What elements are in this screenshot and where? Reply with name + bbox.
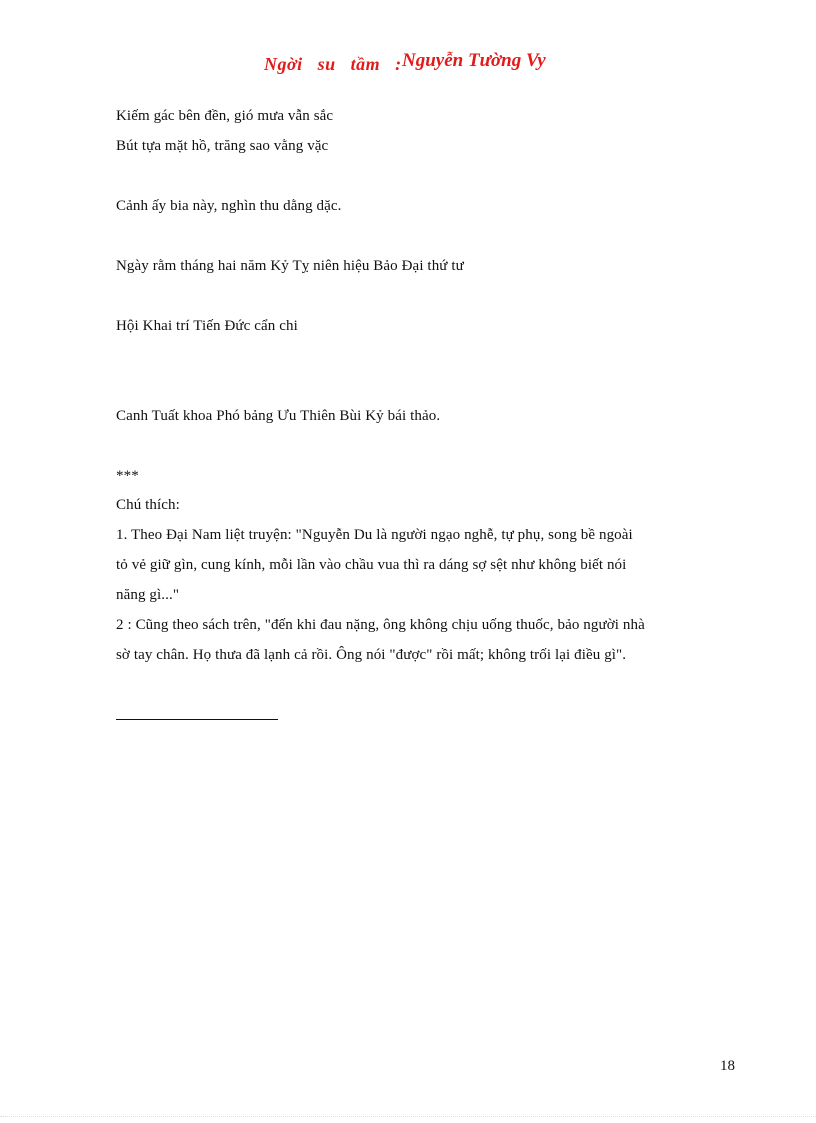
page-header	[264, 50, 584, 80]
poem-line-2: Bút tựa mặt hồ, trăng sao vằng vặc	[116, 138, 329, 154]
note-2-line-1: 2 : Cũng theo sách trên, "đến khi đau nặng, ông không chịu uống thuốc, bảo người nhà	[116, 617, 645, 633]
date-line: Ngày rằm tháng hai năm Kỷ Tỵ niên hiệu Bảo Đại thứ tư	[116, 258, 464, 274]
header-collector-label: Ngời su tầm :	[264, 54, 402, 74]
author-line: Canh Tuất khoa Phó bảng Ưu Thiên Bùi Kỷ bái thảo.	[116, 408, 441, 424]
note-1-line-3: năng gì..."	[116, 587, 180, 603]
poem-line-3: Cảnh ấy bia này, nghìn thu dằng dặc.	[116, 198, 342, 214]
separator-stars: ***	[116, 468, 139, 484]
header-collector-name: Nguyễn Tường Vy	[402, 50, 546, 71]
society-line: Hội Khai trí Tiến Đức cẩn chi	[116, 318, 298, 334]
poem-line-1: Kiếm gác bên đền, gió mưa vẫn sắc	[116, 108, 334, 124]
note-1-line-2: tỏ vẻ giữ gìn, cung kính, mỗi lần vào chầu vua thì ra dáng sợ sệt như không biết nói	[116, 557, 627, 573]
note-1-line-1: 1. Theo Đại Nam liệt truyện: "Nguyễn Du là người ngạo nghễ, tự phụ, song bề ngoài	[116, 527, 633, 543]
page-bottom-border	[0, 1116, 816, 1117]
page-number: 18	[720, 1058, 735, 1074]
note-2-line-2: sờ tay chân. Họ thưa đã lạnh cả rồi. Ông nói "được" rồi mất; không trối lại điều gì".	[116, 647, 627, 663]
footnote-rule	[116, 719, 278, 720]
notes-heading: Chú thích:	[116, 497, 180, 513]
